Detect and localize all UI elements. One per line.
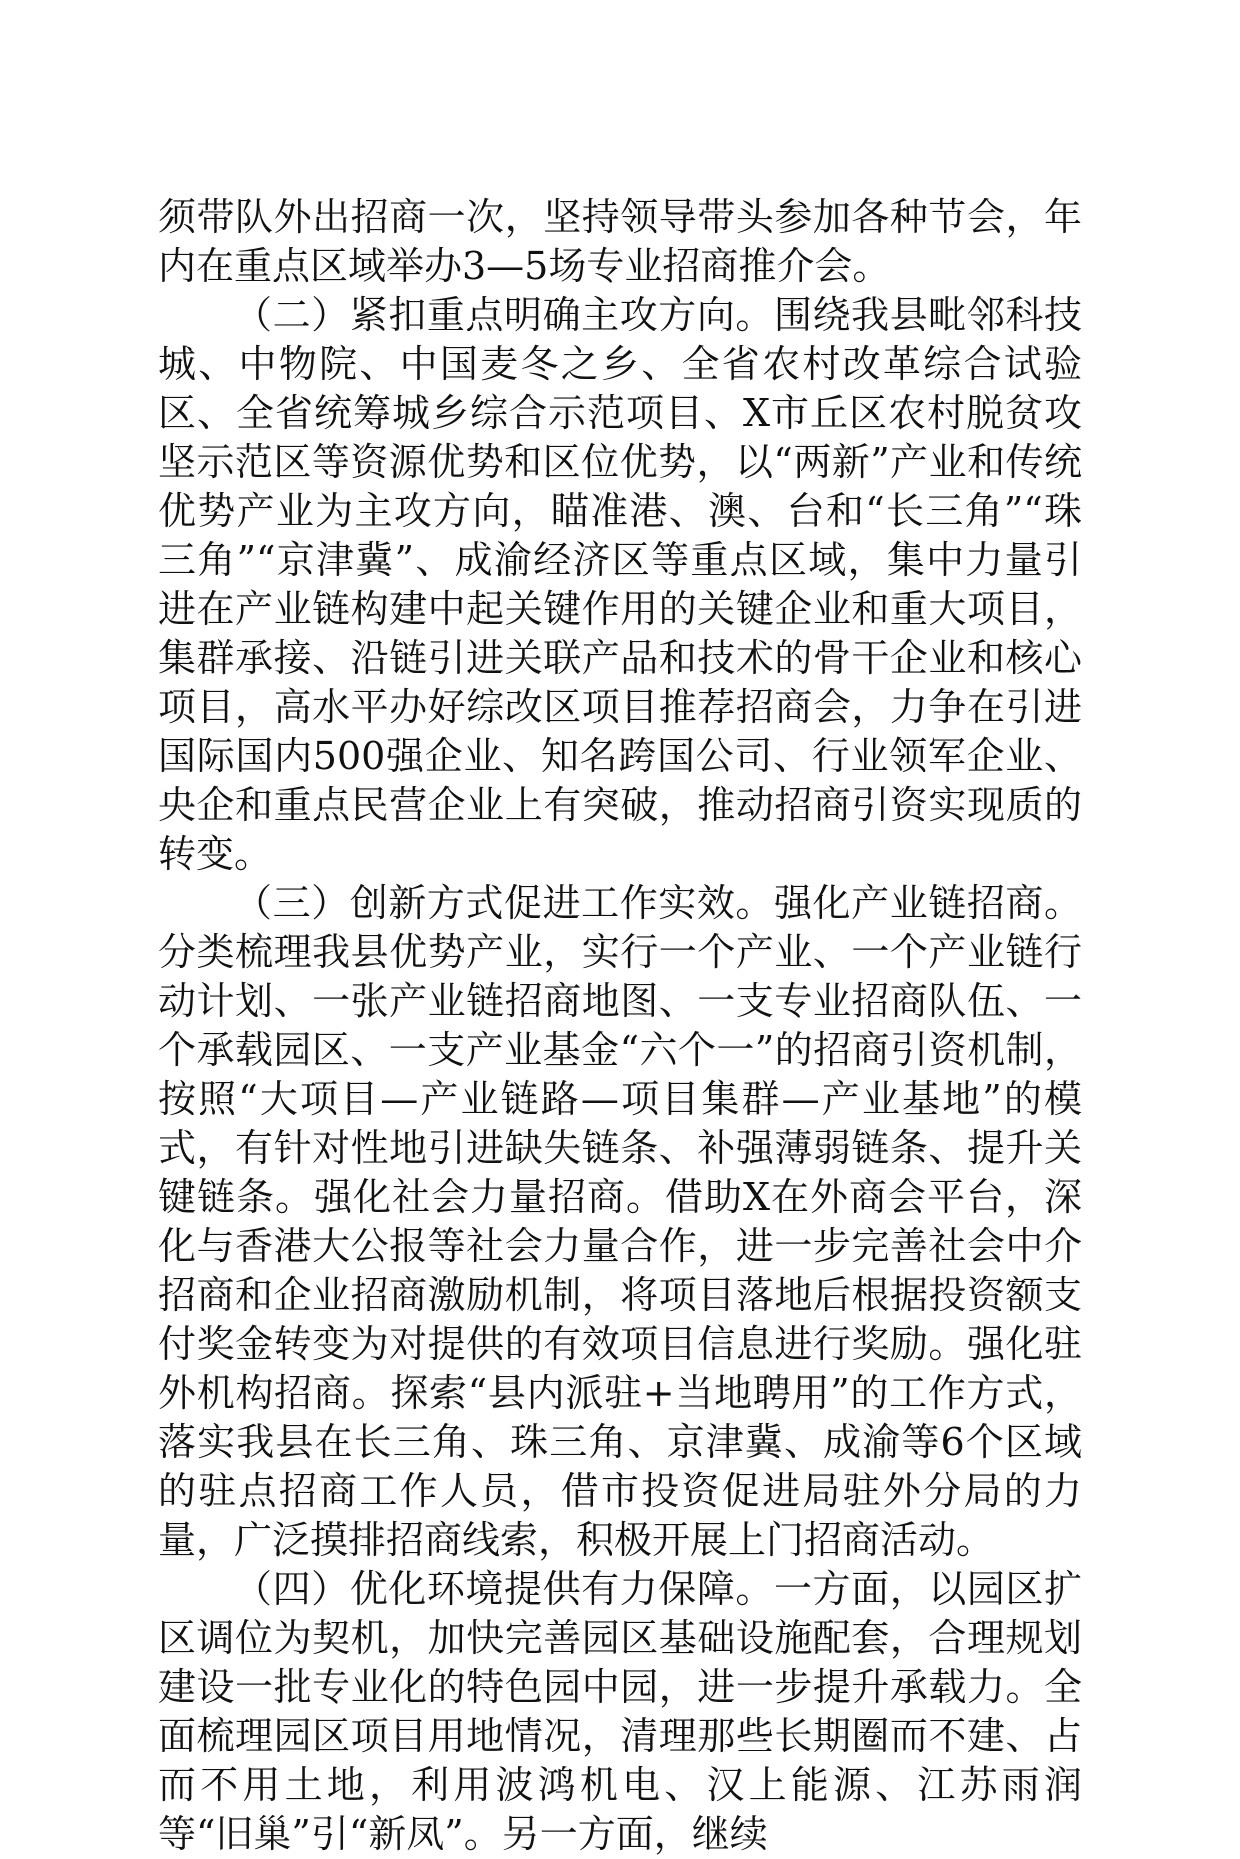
paragraph-section-3: （三）创新方式促进工作实效。强化产业链招商。分类梳理我县优势产业，实行一个产业、一个产业链行动计划、一张产业链招商地图、一支专业招商队伍、一个承载园区、一支产业基金“六个一”的招商引资机制，按照“大项目—产业链路—项目集群—产业基地”的模式，有针对性地引进缺失链条、补强薄弱链条、提升关键链条。强化社会力量招商。借助X在外商会平台，深化与香港大公报等社会力量合作，进一步完善社会中介招商和企业招商激励机制，将项目落地后根据投资额支付奖金转变为对提供的有效项目信息进行奖励。强化驻外机构招商。探索“县内派驻+当地聘用”的工作方式，落实我县在长三角、珠三角、京津冀、成渝等6个区域的驻点招商工作人员，借市投资促进局驻外分局的力量，广泛摸排招商线索，积极开展上门招商活动。 — [158, 881, 1082, 1562]
paragraph-section-2: （二）紧扣重点明确主攻方向。围绕我县毗邻科技城、中物院、中国麦冬之乡、全省农村改革综合试验区、全省统筹城乡综合示范项目、X市丘区农村脱贫攻坚示范区等资源优势和区位优势，以“两新”产业和传统优势产业为主攻方向，瞄准港、澳、台和“长三角”“珠三角”“京津冀”、成渝经济区等重点区域，集中力量引进在产业链构建中起关键作用的关键企业和重大项目，集群承接、沿链引进关联产品和技术的骨干企业和核心项目，高水平办好综改区项目推荐招商会，力争在引进国际国内500强企业、知名跨国公司、行业领军企业、央企和重点民营企业上有突破，推动招商引资实现质的转变。 — [158, 293, 1082, 876]
paragraph-continuation: 须带队外出招商一次，坚持领导带头参加各种节会，年内在重点区域举办3—5场专业招商推介会。 — [158, 195, 1082, 288]
paragraph-section-4: （四）优化环境提供有力保障。一方面，以园区扩区调位为契机，加快完善园区基础设施配套，合理规划建设一批专业化的特色园中园，进一步提升承载力。全面梳理园区项目用地情况，清理那些长期圈而不建、占而不用土地，利用波鸿机电、汉上能源、江苏雨润等“旧巢”引“新凤”。另一方面，继续 — [158, 1567, 1082, 1856]
document-body — [158, 193, 1082, 1859]
